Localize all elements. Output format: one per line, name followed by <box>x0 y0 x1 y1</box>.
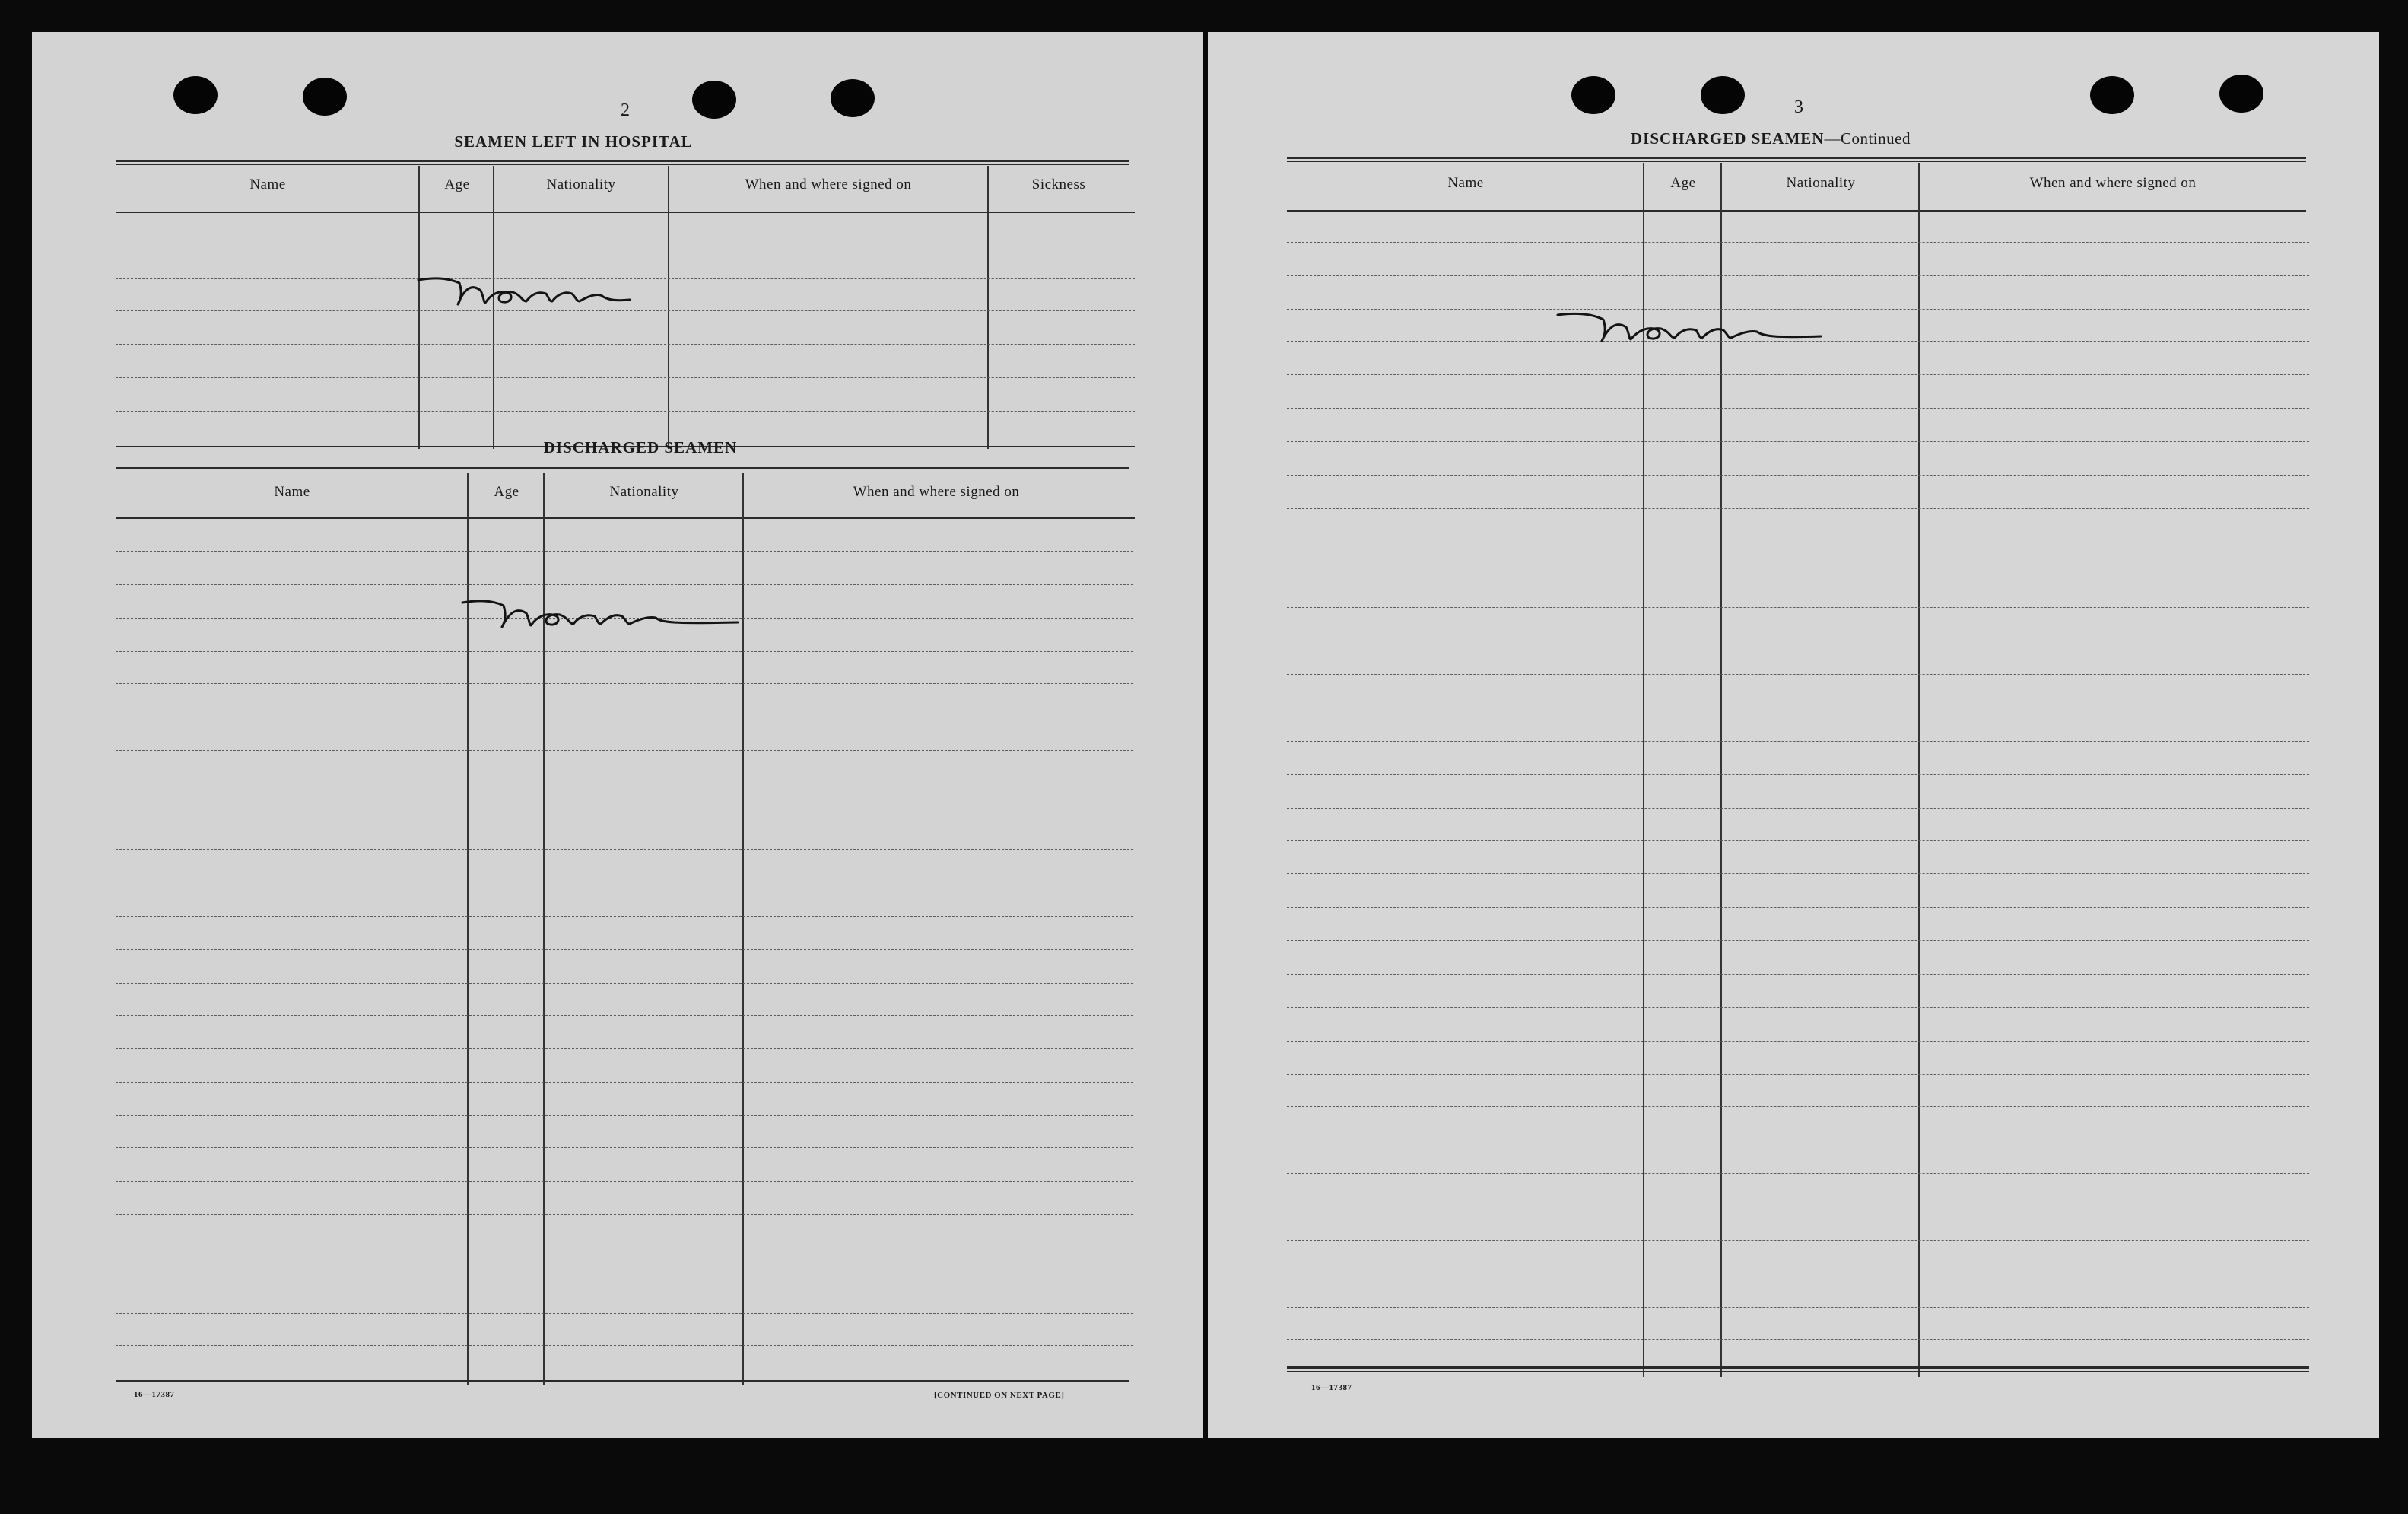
table-row <box>1287 1074 2309 1075</box>
column-header-nationality: Nationality <box>609 484 679 500</box>
table-row <box>1287 940 2309 941</box>
left-page <box>32 32 1203 1438</box>
table-row <box>1287 1106 2309 1107</box>
column-header-name: Name <box>249 177 286 192</box>
hospital-section-title: SEAMEN LEFT IN HOSPITAL <box>454 132 693 151</box>
table-top-rule <box>116 467 1129 472</box>
handwritten-none-entry <box>458 590 747 636</box>
table-row <box>1287 1339 2309 1340</box>
table-row <box>116 377 1135 378</box>
section-title-main: DISCHARGED SEAMEN <box>1631 129 1825 148</box>
column-header-age: Age <box>1670 175 1696 191</box>
punch-hole <box>303 78 347 116</box>
table-row <box>1287 508 2309 509</box>
table-row <box>116 411 1135 412</box>
table-row <box>116 1048 1133 1049</box>
table-row <box>1287 674 2309 675</box>
table-row <box>1287 408 2309 409</box>
table-row <box>116 983 1133 984</box>
table-row <box>1287 808 2309 809</box>
column-header-signed-on: When and where signed on <box>745 177 912 192</box>
table-row <box>116 1181 1133 1182</box>
table-row <box>116 849 1133 850</box>
punch-hole <box>173 76 218 114</box>
handwritten-none-entry <box>1555 306 1828 351</box>
table-row <box>1287 441 2309 442</box>
column-header-age: Age <box>494 484 519 500</box>
table-row <box>116 344 1135 345</box>
column-header-signed-on: When and where signed on <box>853 484 1020 500</box>
table-row <box>116 1115 1133 1116</box>
header-rule <box>1287 210 2306 212</box>
punch-hole <box>2219 75 2263 113</box>
table-row <box>116 916 1133 917</box>
table-row <box>1287 1173 2309 1174</box>
punch-hole <box>1701 76 1745 114</box>
table-top-rule <box>116 160 1129 165</box>
table-row <box>1287 607 2309 608</box>
header-rule <box>116 212 1135 213</box>
column-header-sickness: Sickness <box>1031 177 1086 192</box>
table-row <box>1287 1007 2309 1008</box>
section-title-continued: —Continued <box>1824 129 1911 148</box>
table-row <box>1287 374 2309 375</box>
column-header-nationality: Nationality <box>1786 175 1856 191</box>
column-divider <box>1918 163 1920 1377</box>
table-row <box>116 1082 1133 1083</box>
table-row <box>116 551 1133 552</box>
page-number: 3 <box>1794 97 1803 117</box>
continued-note: [CONTINUED ON NEXT PAGE] <box>934 1391 1065 1400</box>
table-row <box>116 1214 1133 1215</box>
column-header-age: Age <box>444 177 470 192</box>
table-row <box>1287 873 2309 874</box>
punch-hole <box>1571 76 1615 114</box>
table-row <box>1287 275 2309 276</box>
table-row <box>116 683 1133 684</box>
table-row <box>1287 840 2309 841</box>
column-header-name: Name <box>1447 175 1484 191</box>
header-rule <box>116 517 1135 519</box>
table-row <box>1287 1307 2309 1308</box>
punch-hole <box>2090 76 2134 114</box>
column-header-nationality: Nationality <box>546 177 616 192</box>
table-row <box>1287 741 2309 742</box>
table-row <box>116 584 1133 585</box>
table-bottom-rule <box>1287 1366 2309 1372</box>
table-row <box>116 949 1133 950</box>
discharged-continued-title <box>1535 129 2006 148</box>
table-row <box>1287 974 2309 975</box>
table-row <box>116 651 1133 652</box>
handwritten-none-entry <box>415 266 674 312</box>
table-bottom-rule <box>116 1380 1129 1382</box>
punch-hole <box>831 79 875 117</box>
table-row <box>1287 475 2309 476</box>
table-row <box>116 1345 1133 1346</box>
table-row <box>1287 907 2309 908</box>
table-row <box>1287 1240 2309 1241</box>
form-number: 16—17387 <box>1311 1383 1352 1392</box>
table-row <box>116 1147 1133 1148</box>
table-row <box>116 1313 1133 1314</box>
discharged-section-title: DISCHARGED SEAMEN <box>543 438 738 456</box>
punch-hole <box>692 81 736 119</box>
form-number: 16—17387 <box>134 1390 175 1399</box>
page-number: 2 <box>621 100 630 120</box>
table-row <box>1287 1041 2309 1042</box>
column-header-name: Name <box>274 484 310 500</box>
table-row <box>116 750 1133 751</box>
table-row <box>1287 242 2309 243</box>
table-top-rule <box>1287 157 2306 162</box>
column-header-signed-on: When and where signed on <box>2029 175 2197 191</box>
table-row <box>1287 774 2309 775</box>
column-divider <box>987 166 989 449</box>
table-row <box>116 1015 1133 1016</box>
right-page <box>1208 32 2379 1438</box>
